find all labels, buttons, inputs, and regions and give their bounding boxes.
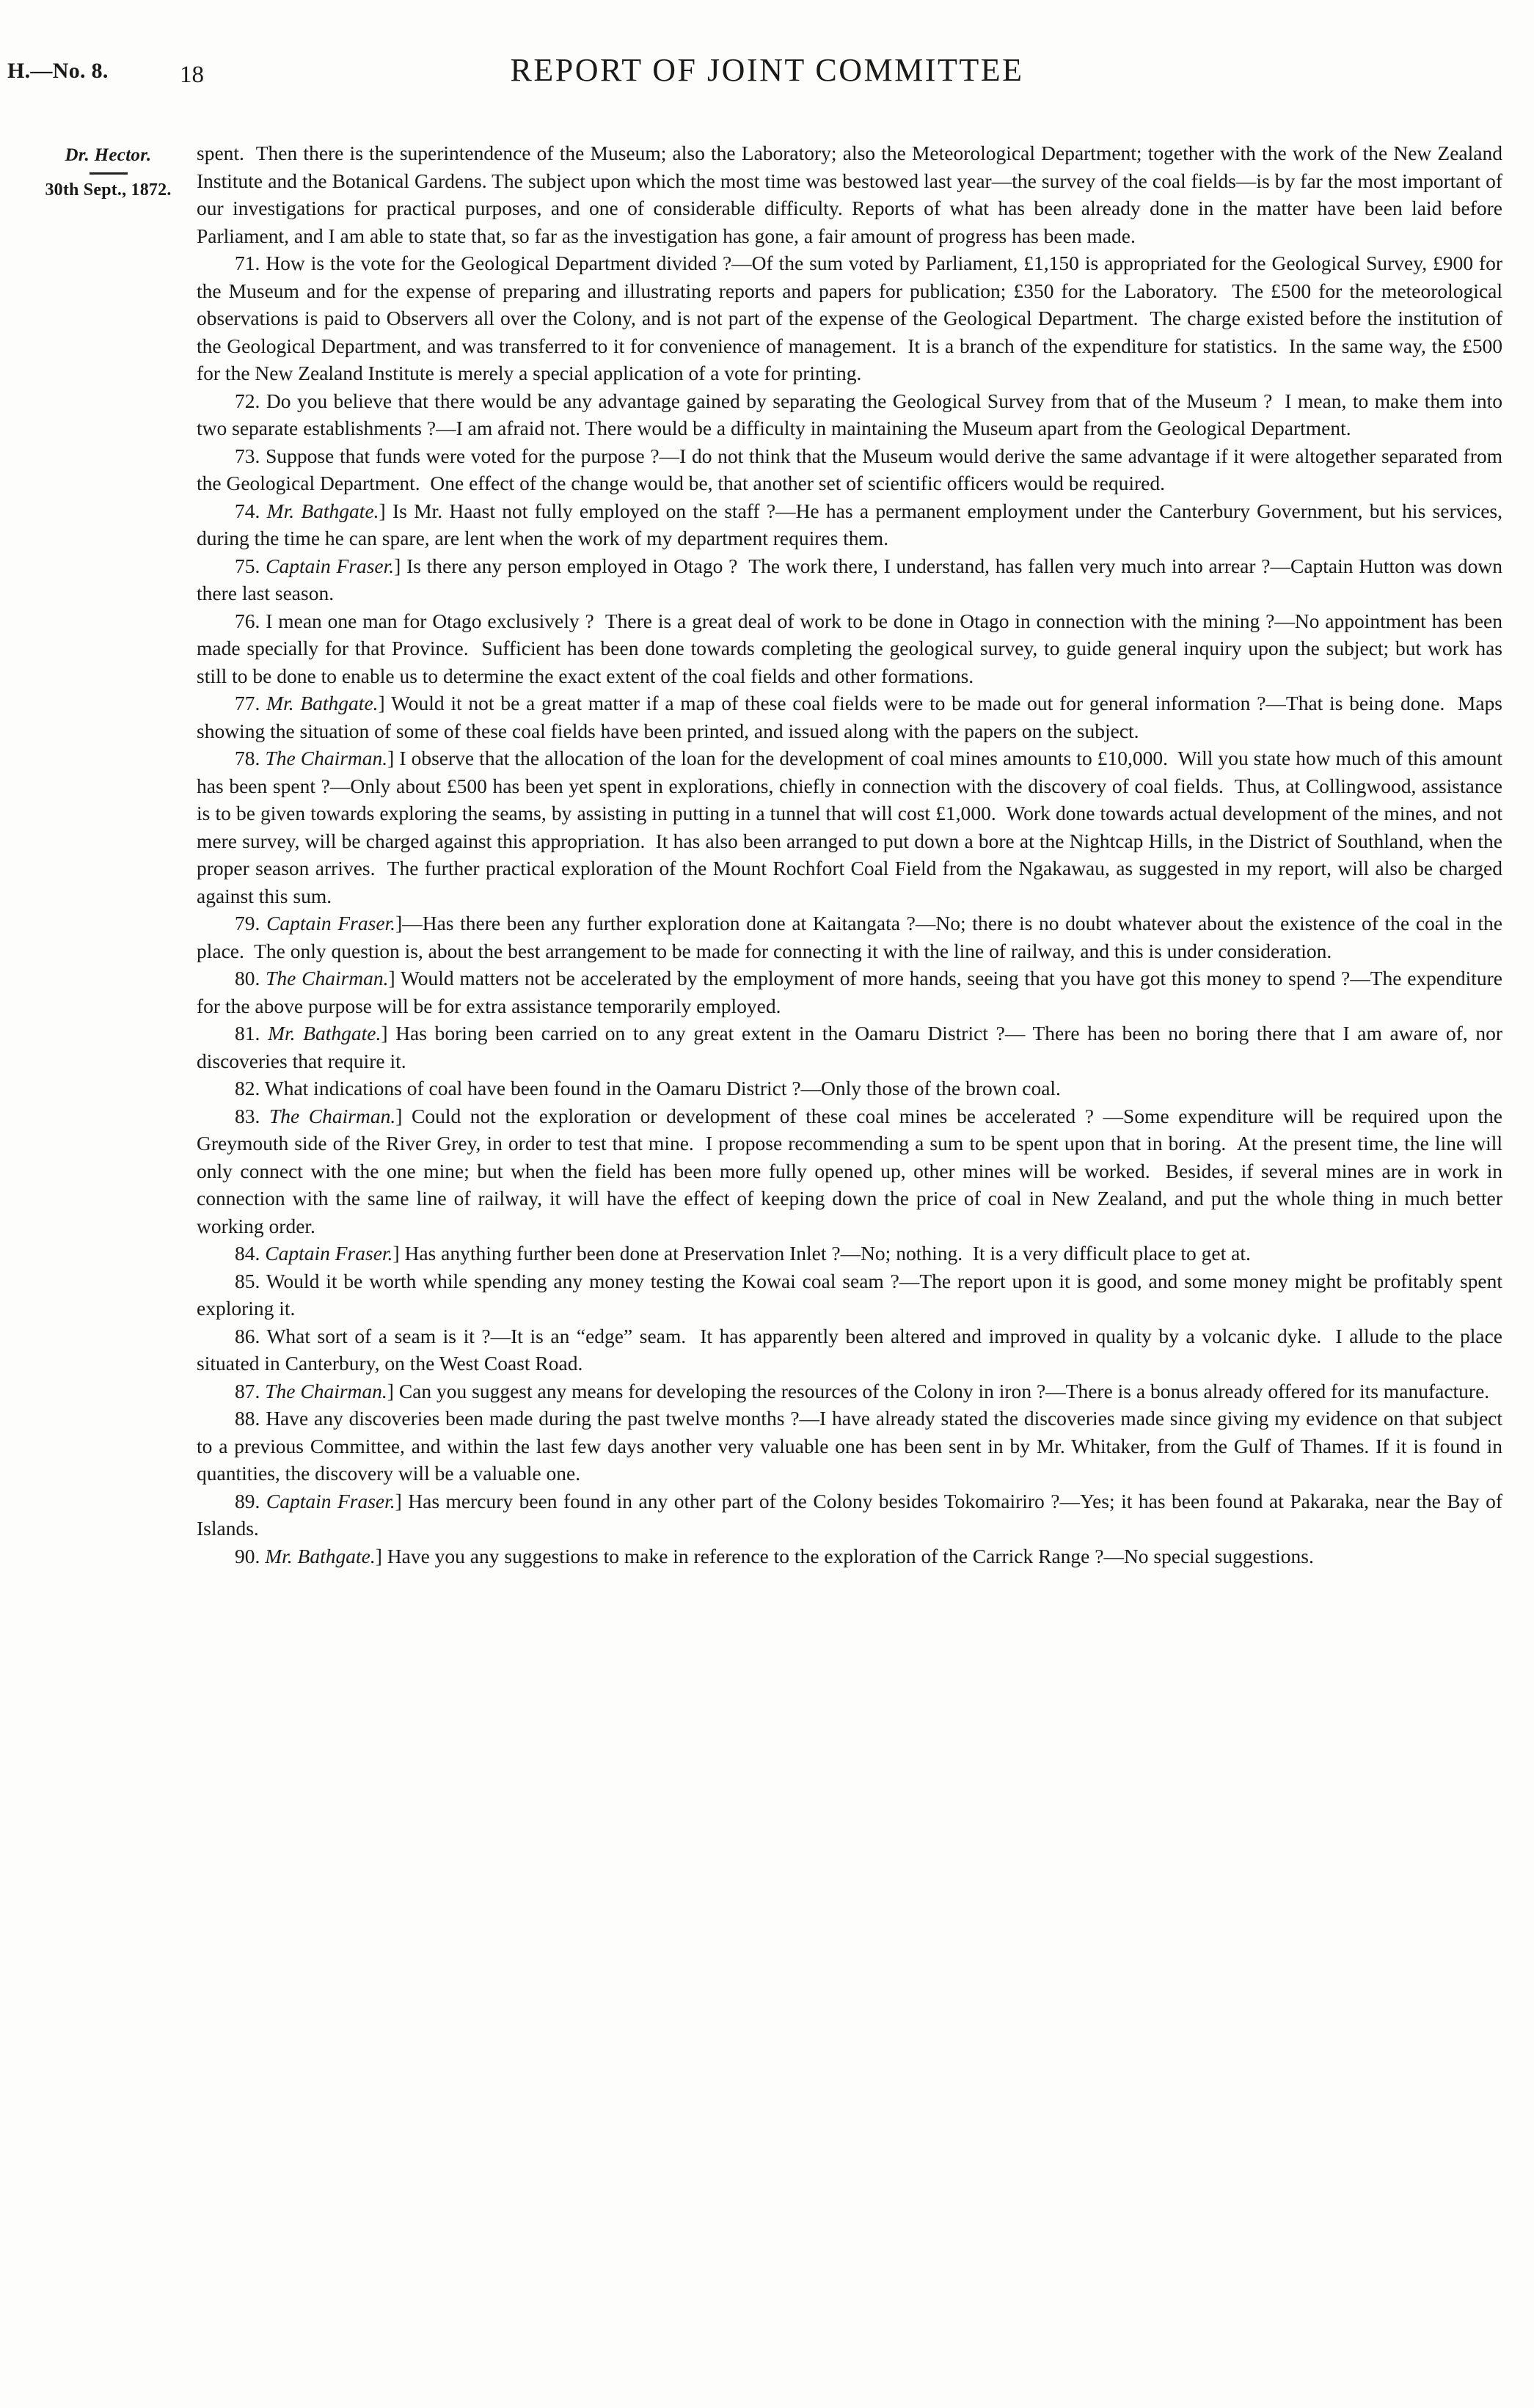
q-90: 90. Mr. Bathgate.] Have you any suggestions to make in reference to the exploration of the Carrick Range ?—No special suggestions.: [235, 1544, 1314, 1567]
q-79: 79. Captain Fraser.]—Has there been any further exploration done at Kaitangata ?—No; there is no doubt whatever about the existence of the coal in the place. The only question is, about the best arrangement to be made for connecting it with the line of railway, and this is under consideration.: [197, 912, 1503, 962]
q-75: 75. Captain Fraser.] Is there any person employed in Otago ? The work there, I understand, has fallen very much into arrear ?—Captain Hutton was down there last season.: [197, 554, 1502, 604]
q-71: 71. How is the vote for the Geological Department divided ?—Of the sum voted by Parliament, £1,150 is appropriated for the Geological Survey, £900 for the Museum and for the expense of preparing and illustrating reports and papers for publication; £350 for the Laboratory. The £500 for the meteorological observations is paid to Observers all over the Colony, and is not part of the expense of the Geological Department. The charge existed before the institution of the Geological Department, and was transferred to it for convenience of management. It is a branch of the expenditure for statistics. In the same way, the £500 for the New Zealand Institute is merely a special application of a vote for printing.: [197, 252, 1502, 384]
q-86: 86. What sort of a seam is it ?—It is an “edge” seam. It has apparently been altered and improved in quality by a volcanic dyke. I allude to the place situated in Canterbury, on the West Coast Road.: [197, 1324, 1502, 1375]
q-85: 85. Would it be worth while spending any money testing the Kowai coal seam ?—The report upon it is good, and some money might be profitably spent exploring it.: [197, 1269, 1502, 1320]
evidence-date: 30th Sept., 1872.: [45, 180, 172, 200]
q-73: 73. Suppose that funds were voted for the purpose ?—I do not think that the Museum would derive the same advantage if it were altogether separated from the Geological Department. One effect of the change would be, that another set of scientific officers would be required.: [197, 444, 1502, 494]
marginalia: [29, 145, 187, 200]
q-76: 76. I mean one man for Otago exclusively ? There is a great deal of work to be done in Otago in connection with the mining ?—No appointment has been made specially for that Province. Sufficient has been done towards completing the geological survey, to guide general inquiry upon the subject; but work has still to be done to enable us to determine the exact extent of the coal fields and other formations.: [197, 609, 1502, 687]
q-78: 78. The Chairman.] I observe that the allocation of the loan for the development of coal mines amounts to £10,000. Will you state how much of this amount has been spent ?—Only about £500 has been yet spent in explorations, chiefly in connection with the discovery of coal fields. Thus, at Collingwood, assistance is to be given towards exploring the seams, by assisting in putting in a tunnel that will cost £1,000. Work done towards actual development of the mines, and not mere survey, will be charged against this appropriation. It has also been arranged to put down a bore at the Nightcap Hills, in the District of Southland, when the proper season arrives. The further practical exploration of the Mount Rochfort Coal Field from the Ngakawau, as suggested in my report, will also be charged against this sum.: [197, 747, 1503, 907]
page-number: 18: [180, 62, 204, 88]
q-83: 83. The Chairman.] Could not the exploration or development of these coal mines be accelerated ? —Some expenditure will be required upon the Greymouth side of the River Grey, in order to test that mine. I propose recommending a sum to be spent upon that in boring. At the present time, the line will only connect with the one mine; but when the field has been more fully opened up, other mines will be worked. Besides, if several mines are in work in connection with the same line of railway, it will have the effect of keeping down the price of coal in New Zealand, and put the whole thing in much better working order.: [197, 1104, 1502, 1237]
q-82: 82. What indications of coal have been found in the Oamaru District ?—Only those of the brown coal.: [235, 1077, 1061, 1099]
page-header: [0, 51, 1534, 103]
page-title: REPORT OF JOINT COMMITTEE: [510, 52, 1024, 88]
q-84: 84. Captain Fraser.] Has anything further been done at Preservation Inlet ?—No; nothing. It is a very difficult place to get at.: [235, 1242, 1251, 1265]
q-80: 80. The Chairman.] Would matters not be accelerated by the employment of more hands, seeing that you have got this money to spend ?—The expenditure for the above purpose will be for extra assistance temporarily employed.: [197, 967, 1503, 1017]
witness-name: Dr. Hector.: [65, 145, 152, 165]
q-89: 89. Captain Fraser.] Has mercury been found in any other part of the Colony besides Tokomairiro ?—Yes; it has been found at Pakaraka, near the Bay of Islands.: [197, 1489, 1503, 1540]
q-74: 74. Mr. Bathgate.] Is Mr. Haast not fully employed on the staff ?—He has a permanent employment under the Canterbury Government, but his services, during the time he can spare, are lent when the work of my department requires them.: [197, 499, 1502, 549]
q-87: 87. The Chairman.] Can you suggest any means for developing the resources of the Colony in iron ?—There is a bonus already offered for its manufacture.: [235, 1379, 1490, 1402]
body-text: [197, 139, 1502, 1570]
q-77: 77. Mr. Bathgate.] Would it not be a great matter if a map of these coal fields were to be made out for general information ?—That is being done. Maps showing the situation of some of these coal fields have been printed, and issued along with the papers on the subject.: [197, 692, 1503, 742]
q-72: 72. Do you believe that there would be any advantage gained by separating the Geological Survey from that of the Museum ? I mean, to make them into two separate establishments ?—I am afraid not. There would be a difficulty in maintaining the Museum apart from the Geological Department.: [197, 389, 1502, 439]
q-88: 88. Have any discoveries been made during the past twelve months ?—I have already stated the discoveries made since giving my evidence on that subject to a previous Committee, and within the last few days another very valuable one has been sent in by Mr. Whitaker, from the Gulf of Thames. If it is found in quantities, the discovery will be a valuable one.: [197, 1407, 1502, 1485]
document-number-label: H.—No. 8.: [7, 59, 109, 83]
p-continued: spent. Then there is the superintendence of the Museum; also the Laboratory; also the Meteorological Department; together with the work of the New Zealand Institute and the Botanical Gardens. The subject upon which the most time was bestowed last year—the survey of the coal fields—is by far the most important of our investigations for practical purposes, and one of considerable difficulty. Reports of what has been already done in the matter have been laid before Parliament, and I am able to state that, so far as the investigation has gone, a fair amount of progress has been made.: [197, 142, 1502, 247]
q-81: 81. Mr. Bathgate.] Has boring been carried on to any great extent in the Oamaru District ?— There has been no boring there that I am aware of, nor discoveries that require it.: [197, 1022, 1502, 1072]
divider: [90, 172, 128, 175]
